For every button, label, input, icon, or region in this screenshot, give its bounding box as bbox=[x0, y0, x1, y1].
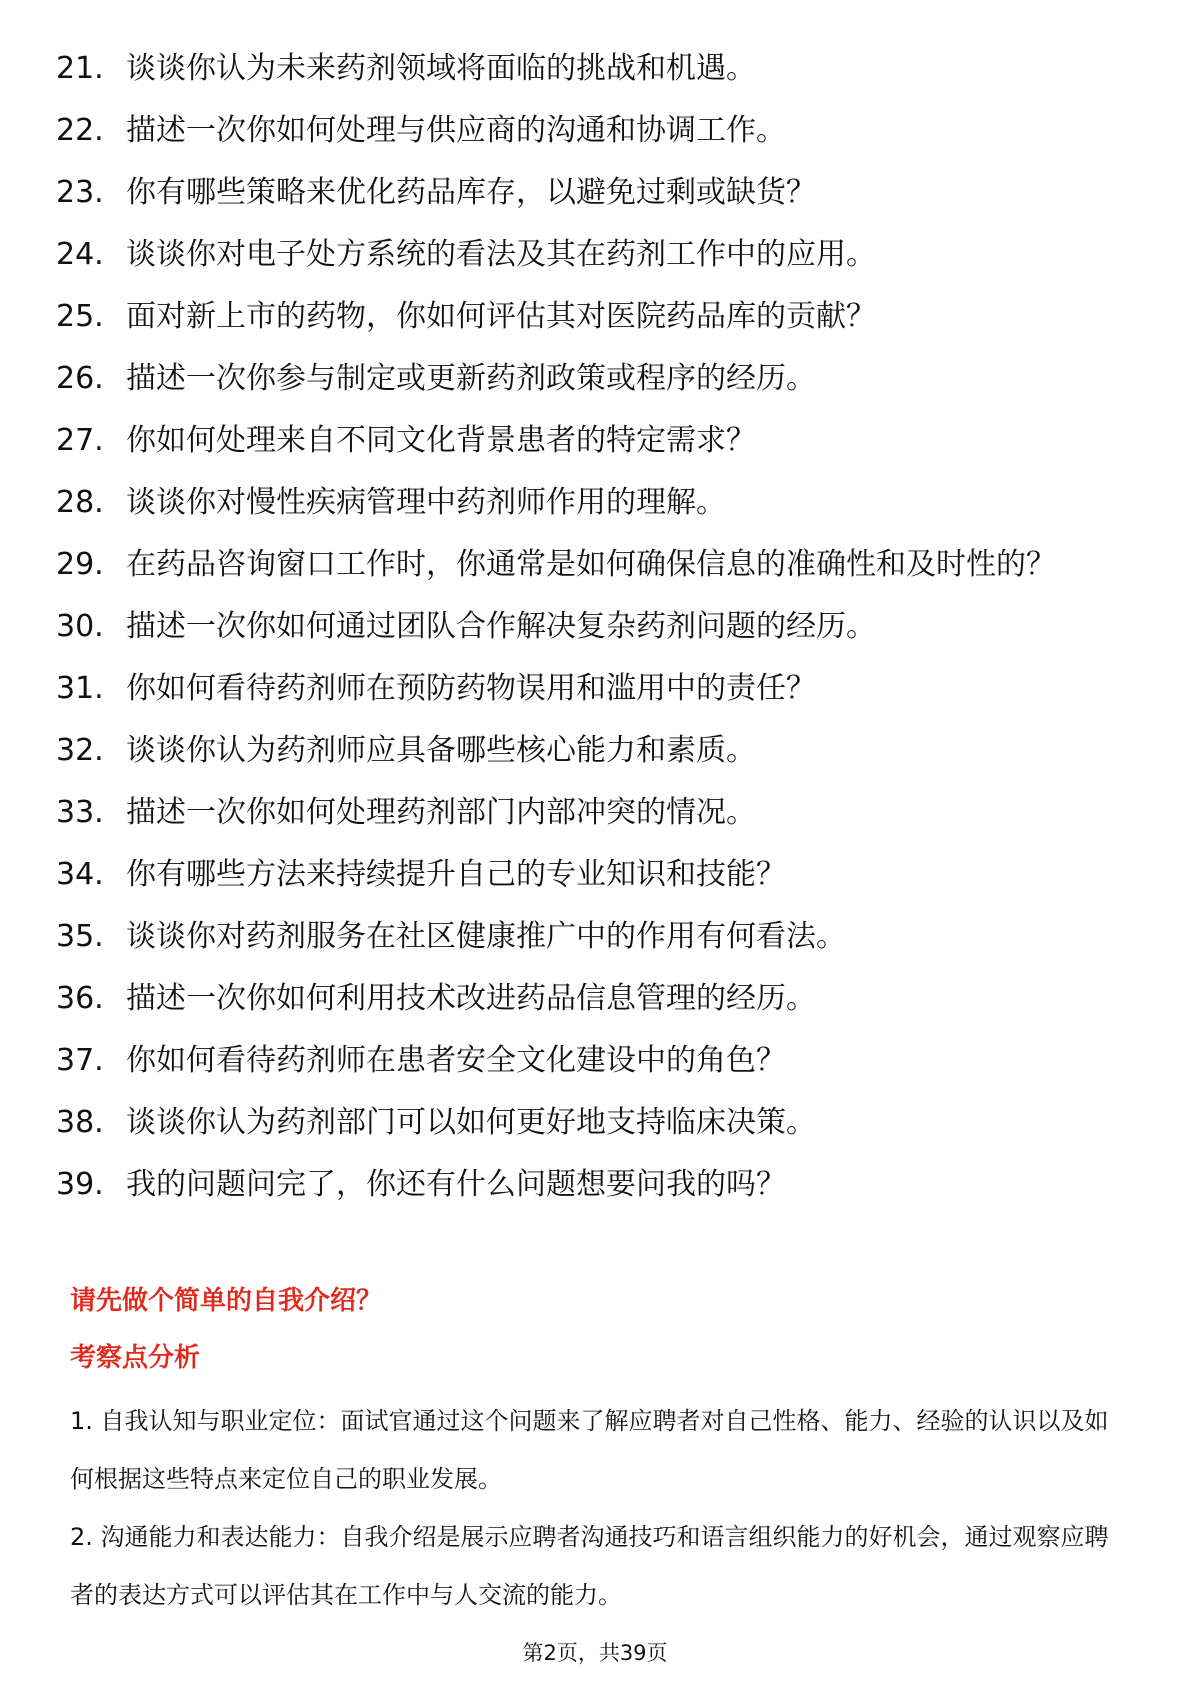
question-number: 24. bbox=[56, 237, 104, 272]
question-number: 34. bbox=[56, 857, 104, 892]
question-number: 25. bbox=[56, 299, 104, 334]
analysis-heading: 考察点分析 bbox=[70, 1343, 201, 1373]
question-text: 我的问题问完了，你还有什么问题想要问我的吗？ bbox=[126, 1167, 786, 1202]
question-text: 描述一次你如何处理药剂部门内部冲突的情况。 bbox=[126, 795, 756, 830]
question-list bbox=[56, 48, 1136, 1226]
question-item bbox=[56, 420, 1136, 462]
question-item bbox=[56, 296, 1136, 338]
question-text: 谈谈你认为未来药剂领域将面临的挑战和机遇。 bbox=[126, 51, 756, 86]
question-item bbox=[56, 482, 1136, 524]
question-text: 你有哪些方法来持续提升自己的专业知识和技能？ bbox=[126, 857, 786, 892]
question-number: 22. bbox=[56, 113, 104, 148]
question-number: 39. bbox=[56, 1167, 104, 1202]
question-text: 谈谈你对电子处方系统的看法及其在药剂工作中的应用。 bbox=[126, 237, 876, 272]
question-number: 27. bbox=[56, 423, 104, 458]
question-item bbox=[56, 110, 1136, 152]
question-number: 37. bbox=[56, 1043, 104, 1078]
question-item bbox=[56, 978, 1136, 1020]
question-item bbox=[56, 544, 1136, 586]
question-item bbox=[56, 234, 1136, 276]
analysis-point: 1. 自我认知与职业定位：面试官通过这个问题来了解应聘者对自己性格、能力、经验的认识以及如何根据这些特点来定位自己的职业发展。 bbox=[70, 1407, 1109, 1493]
question-text: 描述一次你如何利用技术改进药品信息管理的经历。 bbox=[126, 981, 816, 1016]
question-number: 28. bbox=[56, 485, 104, 520]
question-number: 23. bbox=[56, 175, 104, 210]
question-text: 谈谈你对药剂服务在社区健康推广中的作用有何看法。 bbox=[126, 919, 846, 954]
question-number: 26. bbox=[56, 361, 104, 396]
question-number: 33. bbox=[56, 795, 104, 830]
question-item bbox=[56, 1164, 1136, 1206]
question-number: 31. bbox=[56, 671, 104, 706]
analysis-list bbox=[70, 1392, 1130, 1624]
question-text: 谈谈你认为药剂部门可以如何更好地支持临床决策。 bbox=[126, 1105, 816, 1140]
question-item bbox=[56, 1040, 1136, 1082]
question-text: 你如何看待药剂师在预防药物误用和滥用中的责任？ bbox=[126, 671, 816, 706]
page-number-footer: 第2页，共39页 bbox=[522, 1641, 668, 1665]
question-text: 在药品咨询窗口工作时，你通常是如何确保信息的准确性和及时性的？ bbox=[126, 547, 1056, 582]
section-heading: 请先做个简单的自我介绍？ bbox=[70, 1286, 383, 1316]
question-item bbox=[56, 172, 1136, 214]
question-number: 38. bbox=[56, 1105, 104, 1140]
question-item bbox=[56, 792, 1136, 834]
question-text: 描述一次你参与制定或更新药剂政策或程序的经历。 bbox=[126, 361, 816, 396]
question-text: 谈谈你认为药剂师应具备哪些核心能力和素质。 bbox=[126, 733, 756, 768]
question-text: 描述一次你如何通过团队合作解决复杂药剂问题的经历。 bbox=[126, 609, 876, 644]
question-item bbox=[56, 668, 1136, 710]
question-number: 29. bbox=[56, 547, 104, 582]
question-item bbox=[56, 358, 1136, 400]
question-text: 描述一次你如何处理与供应商的沟通和协调工作。 bbox=[126, 113, 786, 148]
question-item bbox=[56, 48, 1136, 90]
question-text: 谈谈你对慢性疾病管理中药剂师作用的理解。 bbox=[126, 485, 726, 520]
question-text: 你如何看待药剂师在患者安全文化建设中的角色？ bbox=[126, 1043, 786, 1078]
question-number: 32. bbox=[56, 733, 104, 768]
question-number: 30. bbox=[56, 609, 104, 644]
question-text: 你有哪些策略来优化药品库存，以避免过剩或缺货？ bbox=[126, 175, 816, 210]
question-item bbox=[56, 854, 1136, 896]
question-number: 21. bbox=[56, 51, 104, 86]
question-item bbox=[56, 916, 1136, 958]
question-text: 面对新上市的药物，你如何评估其对医院药品库的贡献？ bbox=[126, 299, 876, 334]
question-number: 36. bbox=[56, 981, 104, 1016]
question-text: 你如何处理来自不同文化背景患者的特定需求？ bbox=[126, 423, 756, 458]
question-item bbox=[56, 1102, 1136, 1144]
analysis-point: 2. 沟通能力和表达能力：自我介绍是展示应聘者沟通技巧和语言组织能力的好机会，通过观察应聘者的表达方式可以评估其在工作中与人交流的能力。 bbox=[70, 1523, 1109, 1609]
question-number: 35. bbox=[56, 919, 104, 954]
question-item bbox=[56, 730, 1136, 772]
question-item bbox=[56, 606, 1136, 648]
